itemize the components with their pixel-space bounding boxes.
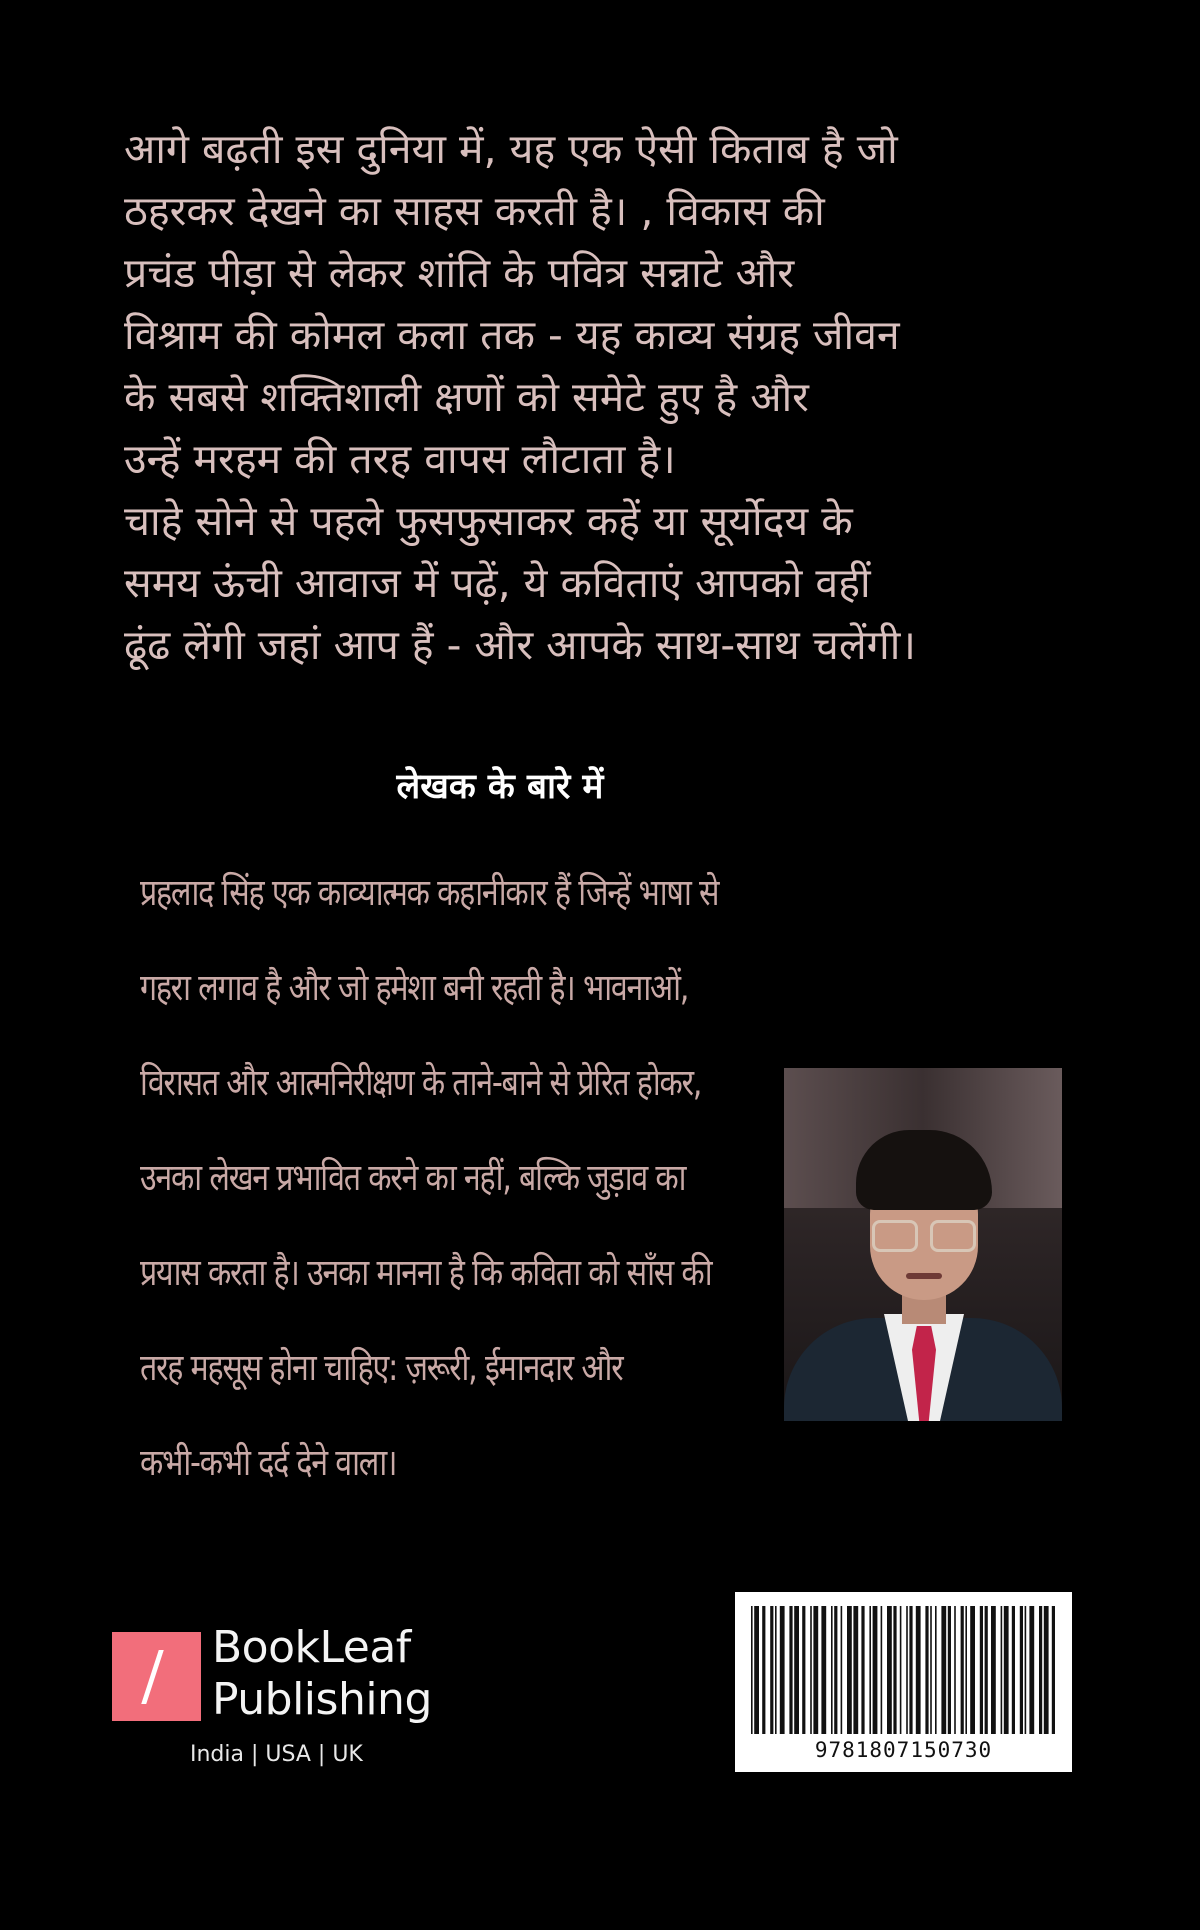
- blurb-line: उन्हें मरहम की तरह वापस लौटाता है।: [124, 435, 676, 483]
- barcode-bar: [775, 1606, 777, 1734]
- barcode-bar: [935, 1606, 937, 1734]
- barcode-bar: [948, 1606, 951, 1734]
- author-bio: [140, 845, 720, 1510]
- barcode-bar: [1025, 1606, 1027, 1734]
- slash-icon: [141, 1650, 164, 1704]
- barcode-bar: [961, 1606, 964, 1734]
- barcode-bar: [906, 1606, 908, 1734]
- bio-line: उनका लेखन प्रभावित करने का नहीं, बल्कि जुड़ाव का: [140, 1156, 686, 1199]
- barcode-bar: [810, 1606, 812, 1734]
- barcode-bar: [893, 1606, 896, 1734]
- barcode-bar: [1001, 1606, 1003, 1734]
- barcode-bar: [831, 1606, 833, 1734]
- barcode-bar: [841, 1606, 843, 1734]
- publisher-regions: India | USA | UK: [190, 1742, 363, 1767]
- barcode-bar: [954, 1606, 956, 1734]
- blurb-line: ठहरकर देखने का साहस करती है। , विकास की: [124, 187, 825, 235]
- barcode-bar: [909, 1606, 912, 1734]
- barcode-bar: [887, 1606, 892, 1734]
- barcode-bar: [980, 1606, 983, 1734]
- isbn-barcode: [735, 1592, 1072, 1772]
- blurb-line: समय ऊंची आवाज में पढ़ें, ये कविताएं आपको वहीं: [124, 559, 871, 607]
- barcode-bar: [1044, 1606, 1049, 1734]
- barcode-bar: [1039, 1606, 1042, 1734]
- barcode-bar: [751, 1606, 753, 1734]
- barcode-bar: [991, 1606, 996, 1734]
- bio-line: कभी-कभी दर्द देने वाला।: [140, 1441, 397, 1484]
- publisher-name: [212, 1622, 432, 1726]
- about-author-heading: लेखक के बारे में: [396, 767, 604, 807]
- barcode-bar: [861, 1606, 864, 1734]
- barcode-bar: [762, 1606, 765, 1734]
- blurb-line: आगे बढ़ती इस दुनिया में, यह एक ऐसी किताब है जो: [124, 125, 898, 173]
- barcode-bar: [1020, 1606, 1023, 1734]
- barcode-bar: [941, 1606, 946, 1734]
- bio-line: प्रयास करता है। उनका मानना है कि कविता को साँस की: [140, 1251, 712, 1294]
- bio-line: गहरा लगाव है और जो हमेशा बनी रहती है। भावनाओं,: [140, 966, 689, 1009]
- blurb-line: विश्राम की कोमल कला तक - यह काव्य संग्रह जीवन: [124, 311, 900, 359]
- barcode-bar: [813, 1606, 818, 1734]
- photo-glasses-left: [872, 1220, 918, 1252]
- barcode-bar: [970, 1606, 975, 1734]
- back-cover-blurb: [124, 118, 1084, 676]
- barcode-bar: [873, 1606, 878, 1734]
- barcode-bar: [847, 1606, 852, 1734]
- blurb-line: ढूंढ लेंगी जहां आप हैं - और आपके साथ-साथ चलेंगी।: [124, 621, 916, 669]
- barcode-bar: [965, 1606, 967, 1734]
- publisher-name-line1: BookLeaf: [212, 1622, 411, 1673]
- barcode-bar: [881, 1606, 883, 1734]
- barcode-bar: [1004, 1606, 1009, 1734]
- publisher-name-line2: Publishing: [212, 1674, 432, 1725]
- barcode-bar: [1052, 1606, 1055, 1734]
- barcode-bar: [754, 1606, 759, 1734]
- barcode-bar: [930, 1606, 932, 1734]
- bio-line: प्रहलाद सिंह एक काव्यात्मक कहानीकार हैं जिन्हें भाषा से: [140, 871, 719, 914]
- bio-line: तरह महसूस होना चाहिए: ज़रूरी, ईमानदार और: [140, 1346, 623, 1389]
- barcode-bar: [985, 1606, 988, 1734]
- barcode-bar: [821, 1606, 826, 1734]
- barcode-bar: [1029, 1606, 1034, 1734]
- barcode-bar: [770, 1606, 773, 1734]
- isbn-number: 9781807150730: [814, 1738, 993, 1762]
- blurb-line: चाहे सोने से पहले फुसफुसाकर कहें या सूर्योदय के: [124, 497, 853, 545]
- barcode-bar: [780, 1606, 785, 1734]
- barcode-bar: [794, 1606, 799, 1734]
- barcode-bar: [789, 1606, 792, 1734]
- photo-glasses-right: [930, 1220, 976, 1252]
- blurb-line: प्रचंड पीड़ा से लेकर शांति के पवित्र सन्नाटे और: [124, 249, 795, 297]
- barcode-bar: [900, 1606, 902, 1734]
- bio-line: विरासत और आत्मनिरीक्षण के ताने-बाने से प्रेरित होकर,: [140, 1061, 702, 1104]
- barcode-bar: [853, 1606, 858, 1734]
- publisher-logo: [112, 1622, 444, 1726]
- barcode-bar: [802, 1606, 805, 1734]
- publisher-logo-mark: [112, 1632, 201, 1721]
- author-photo: [784, 1068, 1062, 1421]
- barcode-bar: [925, 1606, 928, 1734]
- blurb-line: के सबसे शक्तिशाली क्षणों को समेटे हुए है और: [124, 373, 809, 421]
- barcode-bar: [869, 1606, 871, 1734]
- barcode-bars: [751, 1606, 1056, 1734]
- barcode-bar: [916, 1606, 921, 1734]
- barcode-bar: [1012, 1606, 1015, 1734]
- photo-mouth: [906, 1273, 942, 1279]
- barcode-bar: [834, 1606, 837, 1734]
